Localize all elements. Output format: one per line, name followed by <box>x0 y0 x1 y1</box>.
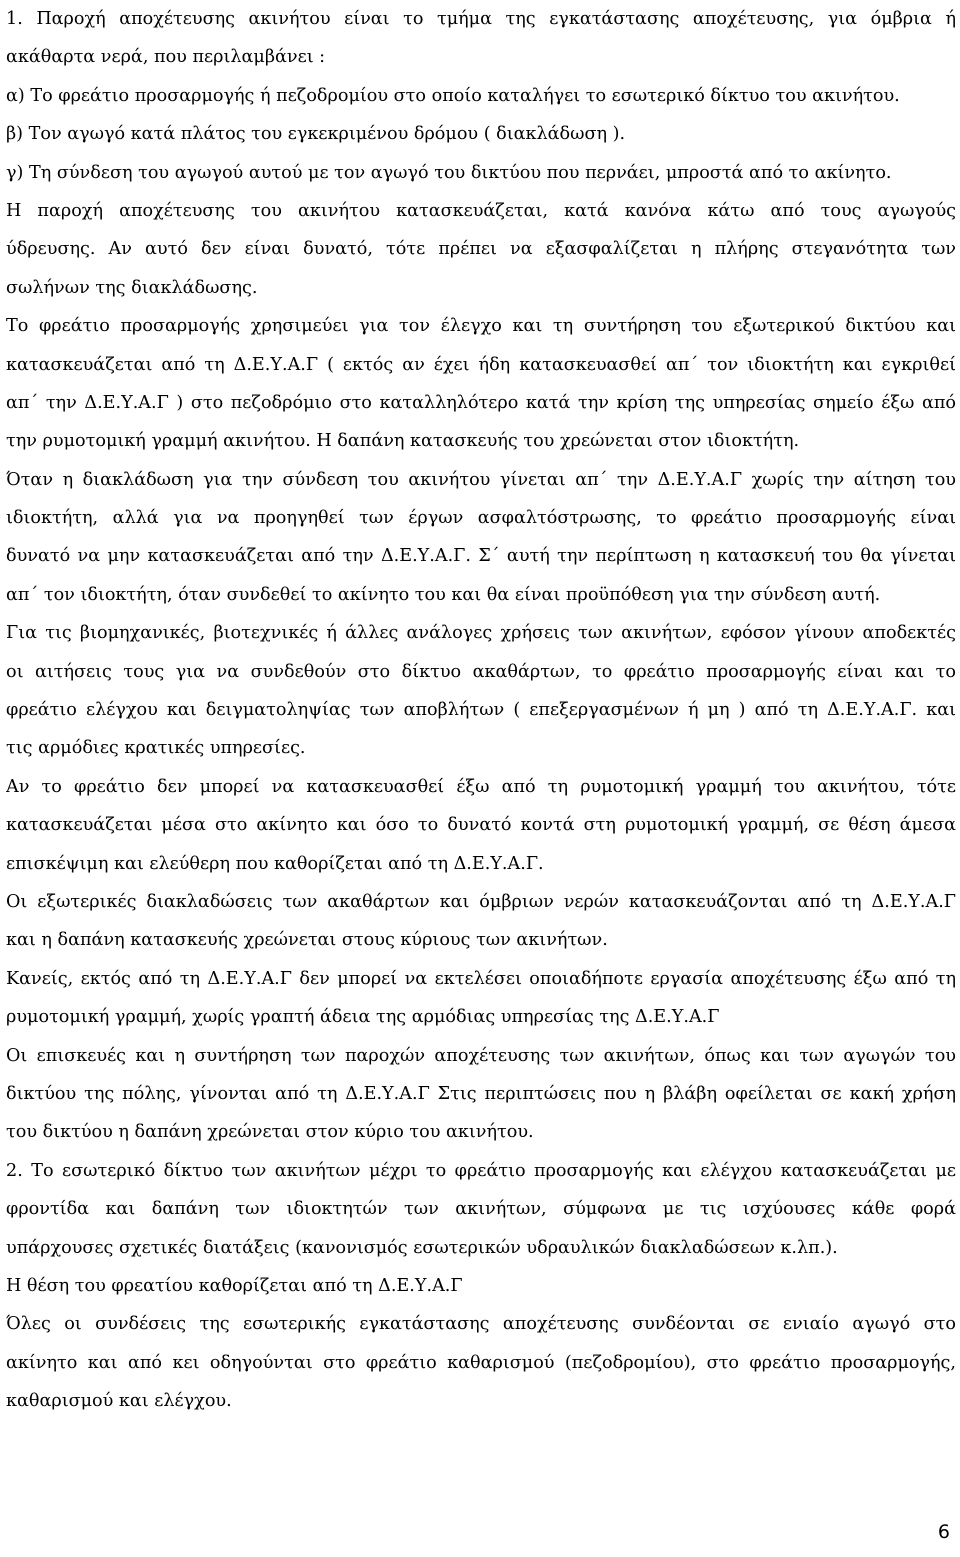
text-line: απ΄ την Δ.Ε.Υ.Α.Γ ) στο πεζοδρόμιο στο καταλληλότερο κατά την κρίση της υπηρεσίας σημείο έξω από <box>6 392 956 413</box>
text-line: οι αιτήσεις τους για να συνδεθούν στο δίκτυο ακαθάρτων, το φρεάτιο προσαρμογής είναι και το <box>6 661 956 682</box>
text-line: Οι επισκευές και η συντήρηση των παροχών αποχέτευσης των ακινήτων, όπως και των αγωγών του <box>6 1045 956 1066</box>
text-line: Η παροχή αποχέτευσης του ακινήτου κατασκευάζεται, κατά κανόνα κάτω από τους αγωγούς <box>6 200 956 221</box>
text-line: φρεάτιο ελέγχου και δειγματοληψίας των αποβλήτων ( επεξεργασμένων ή μη ) από τη Δ.Ε.Υ.Α.Γ. και <box>6 700 956 721</box>
text-line: Αν το φρεάτιο δεν μπορεί να κατασκευασθεί έξω από τη ρυμοτομική γραμμή του ακινήτου, τότε <box>6 776 956 797</box>
text-line: σωλήνων της διακλάδωσης. <box>6 277 258 298</box>
text-line: τις αρμόδιες κρατικές υπηρεσίες. <box>6 738 306 759</box>
text-line: υπάρχουσες σχετικές διατάξεις (κανονισμός εσωτερικών υδραυλικών διακλαδώσεων κ.λπ.). <box>6 1237 838 1258</box>
text-line: απ΄ τον ιδιοκτήτη, όταν συνδεθεί το ακίνητο του και θα είναι προϋπόθεση για την σύνδεση αυτή. <box>6 584 881 605</box>
text-line: κατασκευάζεται από τη Δ.Ε.Υ.Α.Γ ( εκτός αν έχει ήδη κατασκευασθεί απ΄ τον ιδιοκτήτη και εγκριθεί <box>6 354 956 375</box>
text-line: 1. Παροχή αποχέτευσης ακινήτου είναι το τμήμα της εγκατάστασης αποχέτευσης, για όμβρια ή <box>6 9 956 29</box>
text-line: και η δαπάνη κατασκευής χρεώνεται στους κύριους των ακινήτων. <box>6 930 608 951</box>
text-line: την ρυμοτομική γραμμή ακινήτου. Η δαπάνη κατασκευής του χρεώνεται στον ιδιοκτήτη. <box>6 431 800 452</box>
text-line: επισκέψιμη και ελεύθερη που καθορίζεται από τη Δ.Ε.Υ.Α.Γ. <box>6 853 544 874</box>
text-line: 2. Το εσωτερικό δίκτυο των ακινήτων μέχρι το φρεάτιο προσαρμογής και ελέγχου κατασκευάζεται με <box>6 1160 956 1181</box>
text-line: Όλες οι συνδέσεις της εσωτερικής εγκατάστασης αποχέτευσης συνδέονται σε ενιαίο αγωγό στο <box>6 1314 956 1335</box>
text-line: φροντίδα και δαπάνη των ιδιοκτητών των ακινήτων, σύμφωνα με τις ισχύουσες κάθε φορά <box>6 1199 956 1220</box>
text-line: ρυμοτομική γραμμή, χωρίς γραπτή άδεια της αρμόδιας υπηρεσίας της Δ.Ε.Υ.Α.Γ <box>6 1007 720 1028</box>
text-line: Κανείς, εκτός από τη Δ.Ε.Υ.Α.Γ δεν μπορεί να εκτελέσει οποιαδήποτε εργασία αποχέτευσης έξω από τη <box>6 968 956 989</box>
text-line: ιδιοκτήτη, αλλά για να προηγηθεί των έργων ασφαλτόστρωσης, το φρεάτιο προσαρμογής είναι <box>6 508 956 529</box>
text-line: β) Τον αγωγό κατά πλάτος του εγκεκριμένου δρόμου ( διακλάδωση ). <box>6 124 626 145</box>
text-line: Η θέση του φρεατίου καθορίζεται από τη Δ.Ε.Υ.Α.Γ <box>6 1275 463 1296</box>
text-line: γ) Τη σύνδεση του αγωγού αυτού με τον αγωγό του δικτύου που περνάει, μπροστά από το ακίνητο. <box>6 162 892 183</box>
text-line: α) Το φρεάτιο προσαρμογής ή πεζοδρομίου στο οποίο καταλήγει το εσωτερικό δίκτυο του ακινήτου. <box>6 85 900 106</box>
document-page <box>6 0 956 1420</box>
text-line: ακάθαρτα νερά, που περιλαμβάνει : <box>6 47 326 68</box>
text-line: καθαρισμού και ελέγχου. <box>6 1391 232 1412</box>
text-line: δικτύου της πόλης, γίνονται από τη Δ.Ε.Υ.Α.Γ Στις περιπτώσεις που η βλάβη οφείλεται σε κακή χρήση <box>6 1083 956 1104</box>
text-line: Για τις βιομηχανικές, βιοτεχνικές ή άλλες ανάλογες χρήσεις των ακινήτων, εφόσον γίνουν αποδεκτές <box>6 623 956 644</box>
text-line: του δικτύου η δαπάνη χρεώνεται στον κύριο του ακινήτου. <box>6 1122 534 1143</box>
text-line: Όταν η διακλάδωση για την σύνδεση του ακινήτου γίνεται απ΄ την Δ.Ε.Υ.Α.Γ χωρίς την αίτηση του <box>6 469 956 490</box>
text-line: Το φρεάτιο προσαρμογής χρησιμεύει για τον έλεγχο και τη συντήρηση του εξωτερικού δικτύου και <box>6 316 956 337</box>
page-number: 6 <box>937 1521 950 1543</box>
text-line: δυνατό να μην κατασκευάζεται από την Δ.Ε.Υ.Α.Γ. Σ΄ αυτή την περίπτωση η κατασκευή του θα γίνεται <box>6 546 956 567</box>
text-line: Οι εξωτερικές διακλαδώσεις των ακαθάρτων και όμβριων νερών κατασκευάζονται από τη Δ.Ε.Υ.Α.Γ <box>6 891 956 912</box>
text-line: ακίνητο και από κει οδηγούνται στο φρεάτιο καθαρισμού (πεζοδρομίου), στο φρεάτιο προσαρμογής, <box>6 1352 956 1373</box>
text-line: κατασκευάζεται μέσα στο ακίνητο και όσο το δυνατό κοντά στη ρυμοτομική γραμμή, σε θέση άμεσα <box>6 815 956 836</box>
text-line: ύδρευσης. Αν αυτό δεν είναι δυνατό, τότε πρέπει να εξασφαλίζεται η πλήρης στεγανότητα των <box>6 239 956 260</box>
